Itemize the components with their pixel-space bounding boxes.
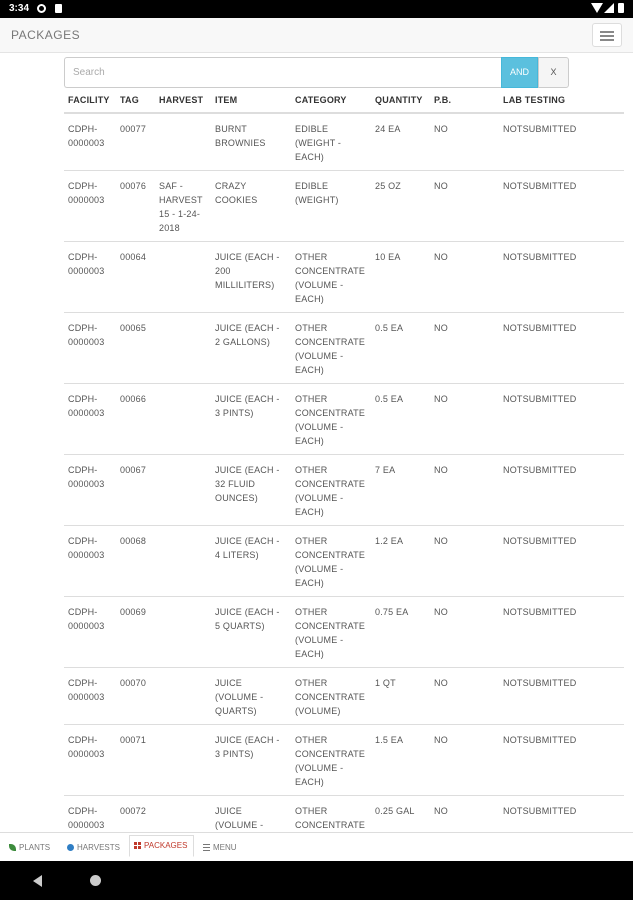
cell-item: JUICE (EACH - 4 LITERS) xyxy=(211,526,291,597)
tab-label: PACKAGES xyxy=(144,841,188,850)
cell-facility: CDPH-0000003 xyxy=(64,242,116,313)
home-icon[interactable] xyxy=(90,875,101,886)
cell-lab-testing: NOTSUBMITTED xyxy=(499,725,624,796)
cell-pb: NO xyxy=(430,668,499,725)
table-row[interactable] xyxy=(64,455,624,526)
hamburger-menu-button[interactable] xyxy=(592,23,622,47)
table-row[interactable] xyxy=(64,384,624,455)
tab-packages[interactable] xyxy=(129,835,194,857)
cell-harvest xyxy=(155,455,211,526)
cell-facility: CDPH-0000003 xyxy=(64,725,116,796)
cell-item: JUICE (EACH - 200 MILLILITERS) xyxy=(211,242,291,313)
cell-category: OTHER CONCENTRATE (VOLUME - EACH) xyxy=(291,725,371,796)
drop-icon xyxy=(67,844,74,851)
column-header-tag[interactable]: TAG xyxy=(116,88,155,113)
bottom-tab-bar xyxy=(0,832,633,861)
cell-lab-testing: NOTSUBMITTED xyxy=(499,242,624,313)
cell-harvest xyxy=(155,242,211,313)
table-header-row xyxy=(64,88,624,113)
packages-table xyxy=(64,88,624,895)
cell-quantity: 7 EA xyxy=(371,455,430,526)
cell-item: JUICE (EACH - 2 GALLONS) xyxy=(211,313,291,384)
cell-harvest xyxy=(155,725,211,796)
cell-lab-testing: NOTSUBMITTED xyxy=(499,597,624,668)
cell-category: OTHER CONCENTRATE (VOLUME - EACH) xyxy=(291,526,371,597)
cell-tag: 00076 xyxy=(116,171,155,242)
cell-tag: 00077 xyxy=(116,113,155,171)
cell-tag: 00069 xyxy=(116,597,155,668)
packages-table-container xyxy=(0,88,577,832)
table-row[interactable] xyxy=(64,113,624,171)
tab-label: PLANTS xyxy=(19,843,51,852)
list-icon xyxy=(203,844,210,851)
cell-tag: 00067 xyxy=(116,455,155,526)
tab-menu[interactable] xyxy=(198,837,246,859)
cell-item: JUICE (EACH - 3 PINTS) xyxy=(211,725,291,796)
cell-lab-testing: NOTSUBMITTED xyxy=(499,455,624,526)
cell-pb: NO xyxy=(430,313,499,384)
clear-search-button[interactable]: X xyxy=(538,57,569,88)
cell-category: OTHER CONCENTRATE xyxy=(291,796,371,853)
search-bar xyxy=(64,57,569,88)
cell-item: JUICE (VOLUME - QUARTS) xyxy=(211,668,291,725)
page-title: PACKAGES xyxy=(11,28,81,42)
cell-harvest xyxy=(155,313,211,384)
hamburger-line xyxy=(600,35,614,37)
cell-facility: CDPH-0000003 xyxy=(64,668,116,725)
sd-card-icon xyxy=(55,4,62,13)
cell-pb: NO xyxy=(430,384,499,455)
cell-category: OTHER CONCENTRATE (VOLUME - EACH) xyxy=(291,455,371,526)
status-time: 3:34 xyxy=(9,3,30,14)
cell-harvest xyxy=(155,526,211,597)
column-header-lab-testing[interactable]: LAB TESTING xyxy=(499,88,624,113)
column-header-facility[interactable]: FACILITY xyxy=(64,88,116,113)
cell-tag: 00068 xyxy=(116,526,155,597)
cell-lab-testing: NOTSUBMITTED xyxy=(499,171,624,242)
table-row[interactable] xyxy=(64,313,624,384)
cell-lab-testing: NOTSUBMITTED xyxy=(499,526,624,597)
cell-facility: CDPH-0000003 xyxy=(64,313,116,384)
hamburger-line xyxy=(600,39,614,41)
back-icon[interactable] xyxy=(33,875,42,887)
column-header-item[interactable]: ITEM xyxy=(211,88,291,113)
cell-harvest xyxy=(155,113,211,171)
cell-quantity: 1.2 EA xyxy=(371,526,430,597)
cell-facility: CDPH-0000003 xyxy=(64,384,116,455)
cell-pb: NO xyxy=(430,455,499,526)
cell-tag: 00066 xyxy=(116,384,155,455)
cell-category: EDIBLE (WEIGHT - EACH) xyxy=(291,113,371,171)
cell-harvest xyxy=(155,384,211,455)
cell-category: OTHER CONCENTRATE (VOLUME - EACH) xyxy=(291,313,371,384)
cell-tag: 00064 xyxy=(116,242,155,313)
cell-pb: NO xyxy=(430,526,499,597)
table-row[interactable] xyxy=(64,725,624,796)
cell-quantity: 0.75 EA xyxy=(371,597,430,668)
cell-lab-testing: NOTSUBMITTED xyxy=(499,668,624,725)
cell-facility: CDPH-0000003 xyxy=(64,171,116,242)
cell-facility: CDPH-0000003 xyxy=(64,113,116,171)
battery-icon xyxy=(618,3,624,13)
settings-gear-icon xyxy=(37,4,46,13)
cell-item: CRAZY COOKIES xyxy=(211,171,291,242)
cell-quantity: 0.5 EA xyxy=(371,313,430,384)
cell-category: OTHER CONCENTRATE (VOLUME - EACH) xyxy=(291,242,371,313)
tab-harvests[interactable] xyxy=(62,837,126,859)
cell-facility: CDPH-0000003 xyxy=(64,597,116,668)
table-row[interactable] xyxy=(64,242,624,313)
cell-lab-testing: NOTSUBMITTED xyxy=(499,313,624,384)
cell-item: JUICE (EACH - 32 FLUID OUNCES) xyxy=(211,455,291,526)
tab-label: MENU xyxy=(213,843,237,852)
cell-pb: NO xyxy=(430,725,499,796)
cell-category: OTHER CONCENTRATE (VOLUME - EACH) xyxy=(291,597,371,668)
cell-quantity: 1.5 EA xyxy=(371,725,430,796)
cell-tag: 00072 xyxy=(116,796,155,853)
cell-facility: CDPH-0000003 xyxy=(64,796,116,853)
cell-pb: NO xyxy=(430,597,499,668)
tab-label: HARVESTS xyxy=(77,843,120,852)
cell-quantity: 0.5 EA xyxy=(371,384,430,455)
cell-quantity: 10 EA xyxy=(371,242,430,313)
status-bar xyxy=(0,0,633,18)
cell-facility: CDPH-0000003 xyxy=(64,455,116,526)
column-header-category[interactable]: CATEGORY xyxy=(291,88,371,113)
app-header xyxy=(0,18,633,53)
cell-facility: CDPH-0000003 xyxy=(64,526,116,597)
cell-quantity: 0.25 GAL xyxy=(371,796,430,853)
column-header-pb[interactable]: P.B. xyxy=(430,88,499,113)
cell-quantity: 24 EA xyxy=(371,113,430,171)
leaf-icon xyxy=(9,844,16,851)
tab-plants[interactable] xyxy=(4,837,58,859)
cell-harvest: SAF - HARVEST 15 - 1-24-2018 xyxy=(155,171,211,242)
cell-quantity: 1 QT xyxy=(371,668,430,725)
cell-lab-testing: NOTSUBMITTED xyxy=(499,384,624,455)
signal-icon xyxy=(604,3,614,13)
cell-tag: 00065 xyxy=(116,313,155,384)
cell-item: BURNT BROWNIES xyxy=(211,113,291,171)
cell-item: JUICE (EACH - 3 PINTS) xyxy=(211,384,291,455)
column-header-quantity[interactable]: QUANTITY xyxy=(371,88,430,113)
cell-harvest xyxy=(155,668,211,725)
table-row[interactable] xyxy=(64,526,624,597)
hamburger-line xyxy=(600,31,614,33)
cell-lab-testing: NOTSUBMITTED xyxy=(499,113,624,171)
cell-category: OTHER CONCENTRATE (VOLUME) xyxy=(291,668,371,725)
cell-quantity: 25 OZ xyxy=(371,171,430,242)
system-nav-bar xyxy=(0,861,633,900)
search-input[interactable] xyxy=(64,57,502,88)
grid-icon xyxy=(134,842,141,849)
wifi-icon xyxy=(591,3,603,13)
cell-pb: NO xyxy=(430,171,499,242)
cell-category: OTHER CONCENTRATE (VOLUME - EACH) xyxy=(291,384,371,455)
cell-item: JUICE (EACH - 5 QUARTS) xyxy=(211,597,291,668)
cell-tag: 00070 xyxy=(116,668,155,725)
cell-harvest xyxy=(155,597,211,668)
cell-lab-testing: NOTSUBMITTED xyxy=(499,796,624,853)
cell-category: EDIBLE (WEIGHT) xyxy=(291,171,371,242)
table-row[interactable] xyxy=(64,597,624,668)
cell-item: JUICE (VOLUME - xyxy=(211,796,291,853)
cell-pb: NO xyxy=(430,796,499,853)
cell-pb: NO xyxy=(430,242,499,313)
table-row[interactable] xyxy=(64,171,624,242)
table-row[interactable] xyxy=(64,668,624,725)
cell-tag: 00071 xyxy=(116,725,155,796)
column-header-harvest[interactable]: HARVEST xyxy=(155,88,211,113)
and-button[interactable]: AND xyxy=(501,57,538,88)
cell-pb: NO xyxy=(430,113,499,171)
table-body xyxy=(64,113,624,895)
